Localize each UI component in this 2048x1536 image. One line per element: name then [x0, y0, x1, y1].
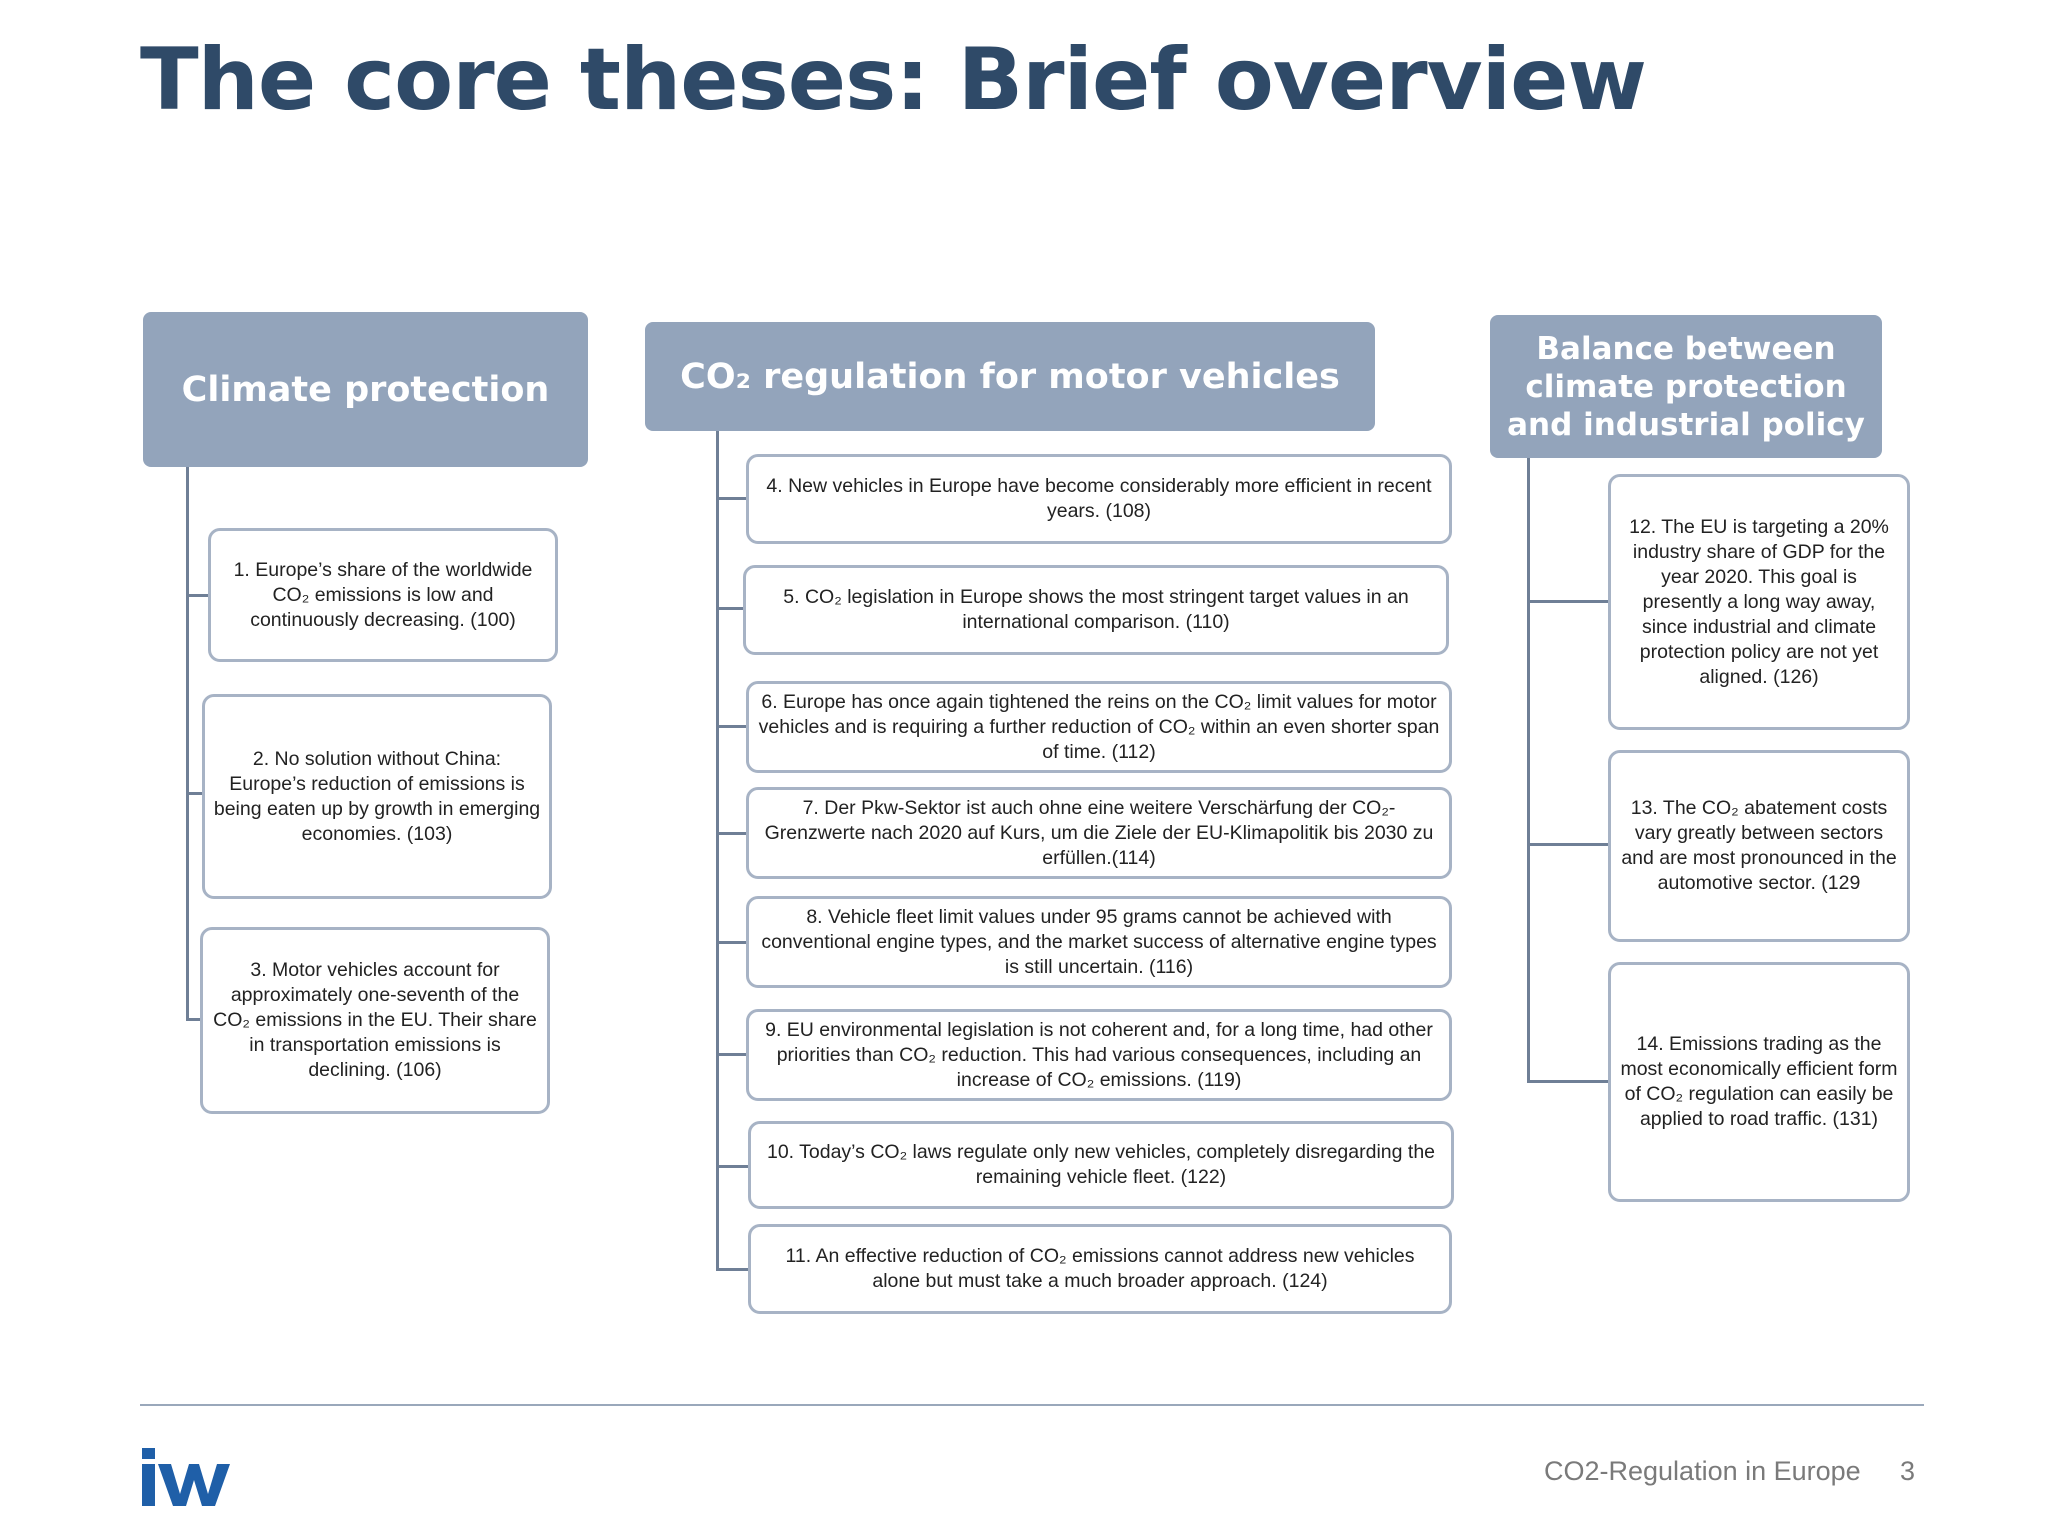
thesis-text: 10. Today’s CO₂ laws regulate only new vehicles, completely disregarding the remaining vehicle fleet. (122): [766, 1141, 1436, 1188]
header-label: Climate protection: [181, 369, 550, 410]
thesis-text: 12. The EU is targeting a 20% industry share of GDP for the year 2020. This goal is presently a long way away, since industrial and climate protection policy are not yet aligned. (126): [1629, 515, 1889, 688]
thesis-text: 4. New vehicles in Europe have become considerably more efficient in recent years. (108): [766, 475, 1432, 522]
footer-label: CO2-Regulation in Europe: [1544, 1456, 1861, 1486]
thesis-box-5: [743, 565, 1449, 655]
thesis-box-14: [1608, 962, 1910, 1202]
header-balance: [1490, 315, 1882, 458]
thesis-text: 3. Motor vehicles account for approximately one-seventh of the CO₂ emissions in the EU. Their share in transportation emissions is declining. (106): [213, 959, 537, 1081]
connector-trunk: [716, 431, 719, 1271]
connector-branch: [716, 941, 748, 944]
thesis-box-12: [1608, 474, 1910, 730]
connector-branch: [716, 1165, 750, 1168]
connector-branch: [716, 497, 748, 500]
slide-title: The core theses: Brief overview: [140, 30, 1646, 130]
thesis-box-2: [202, 694, 552, 899]
thesis-box-4: [746, 454, 1452, 544]
connector-branch: [1527, 843, 1609, 846]
thesis-text: 1. Europe’s share of the worldwide CO₂ emissions is low and continuously decreasing. (100): [233, 558, 533, 631]
thesis-box-13: [1608, 750, 1910, 942]
thesis-text: 5. CO₂ legislation in Europe shows the most stringent target values in an international comparison. (110): [783, 586, 1409, 633]
connector-branch: [716, 607, 745, 610]
header-label: CO₂ regulation for motor vehicles: [680, 356, 1340, 397]
thesis-box-9: [746, 1009, 1452, 1101]
thesis-box-10: [748, 1121, 1454, 1209]
connector-branch: [1527, 1080, 1609, 1083]
connector-branch: [186, 594, 210, 597]
header-label: Balance between climate protection and industrial policy: [1507, 330, 1865, 443]
connector-branch: [716, 1053, 748, 1056]
thesis-box-1: [208, 528, 558, 662]
connector-branch: [716, 1268, 750, 1271]
page-number: 3: [1900, 1456, 1916, 1486]
connector-branch: [1527, 600, 1609, 603]
connector-trunk: [1527, 458, 1530, 1083]
footer-divider: [140, 1404, 1924, 1406]
thesis-text: 14. Emissions trading as the most economically efficient form of CO₂ regulation can easily be applied to road traffic. (131): [1620, 1033, 1898, 1130]
thesis-text: 8. Vehicle fleet limit values under 95 grams cannot be achieved with conventional engine types, and the market success of alternative engine types is still uncertain. (116): [761, 905, 1437, 978]
connector-branch: [716, 725, 748, 728]
iw-logo: [140, 1446, 232, 1508]
thesis-box-7: [746, 787, 1452, 879]
thesis-text: 6. Europe has once again tightened the reins on the CO₂ limit values for motor vehicles and is requiring a further reduction of CO₂ within an even shorter span of time. (112): [758, 690, 1440, 763]
thesis-text: 7. Der Pkw-Sektor ist auch ohne eine weitere Verschärfung der CO₂-Grenzwerte nach 2020 auf Kurs, um die Ziele der EU-Klimapolitik bis 2030 zu erfüllen.(114): [764, 796, 1434, 869]
connector-trunk: [186, 467, 189, 1020]
thesis-text: 9. EU environmental legislation is not coherent and, for a long time, had other priorities than CO₂ reduction. This had various consequences, including an increase of CO₂ emissions. (119): [765, 1018, 1433, 1091]
header-co2-regulation: [645, 322, 1375, 431]
header-climate-protection: [143, 312, 588, 467]
thesis-text: 11. An effective reduction of CO₂ emissions cannot address new vehicles alone but must take a much broader approach. (124): [785, 1245, 1415, 1292]
thesis-box-3: [200, 927, 550, 1114]
thesis-text: 13. The CO₂ abatement costs vary greatly between sectors and are most pronounced in the automotive sector. (129: [1621, 797, 1897, 894]
thesis-box-8: [746, 896, 1452, 988]
thesis-box-6: [746, 681, 1452, 773]
connector-branch: [716, 832, 748, 835]
thesis-box-11: [748, 1224, 1452, 1314]
thesis-text: 2. No solution without China: Europe’s reduction of emissions is being eaten up by growth in emerging economies. (103): [213, 747, 541, 845]
